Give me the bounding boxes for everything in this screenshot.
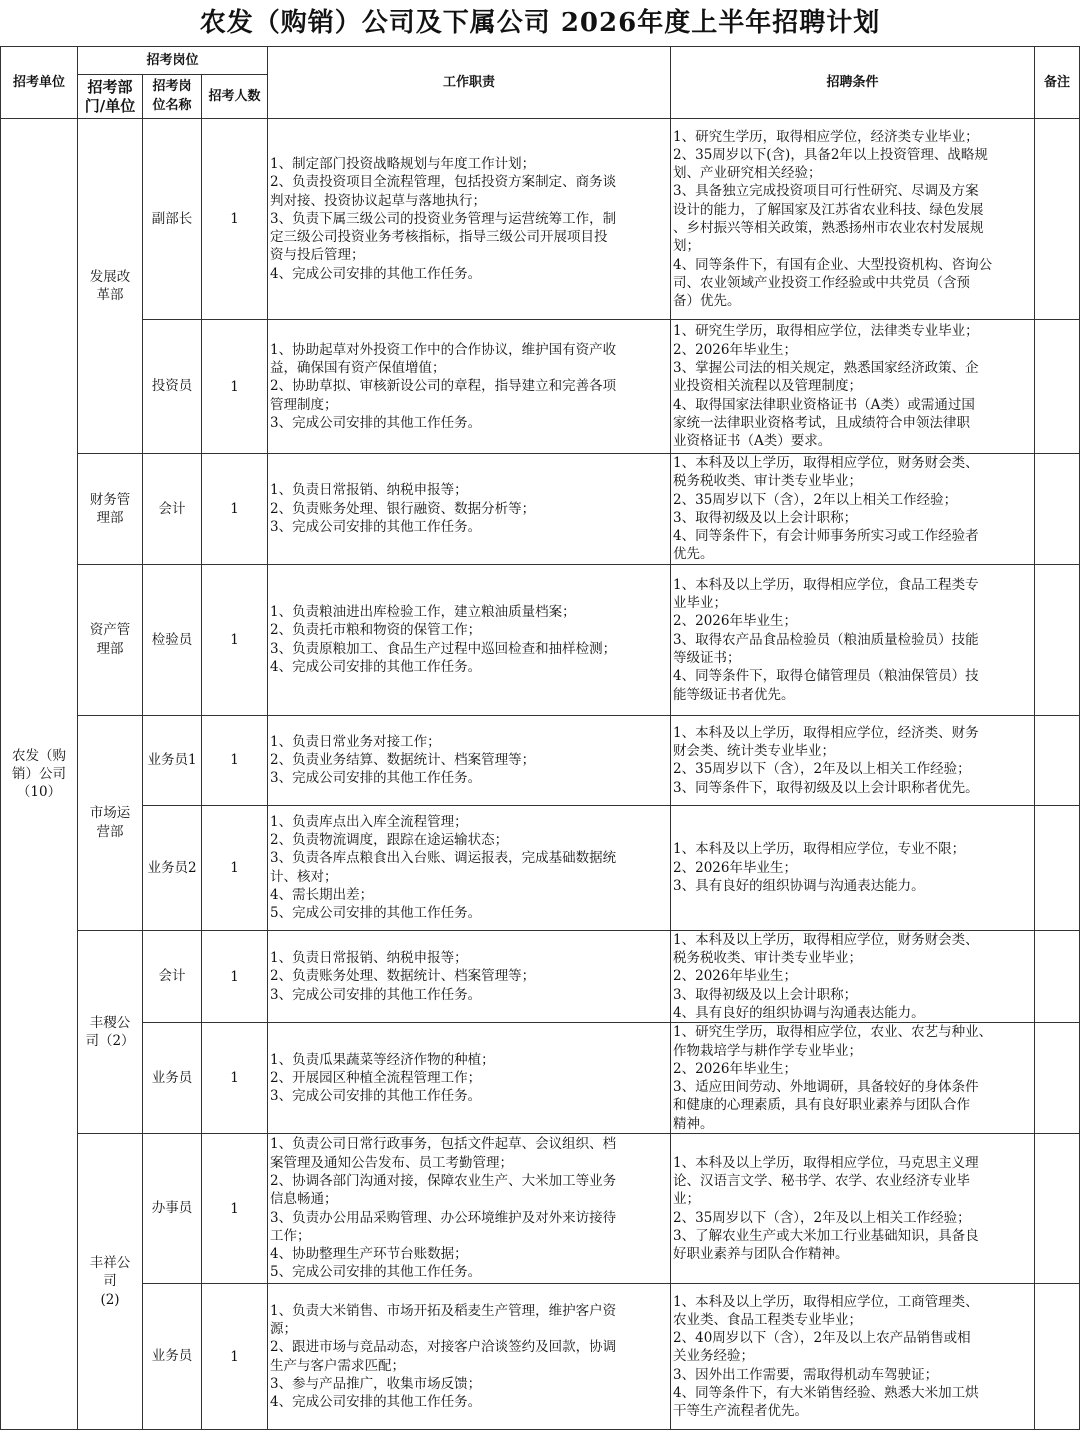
table-row bbox=[1, 320, 1080, 454]
position-name-cell: 业务员1 bbox=[143, 715, 202, 805]
requirements-cell: 1、本科及以上学历，取得相应学位，马克思主义理 论、汉语言文学、秘书学、农学、农业经济专业毕 业； 2、35周岁以下（含），2年及以上相关工作经验； 3、了解农业生产或大米加工行业基础知识，具备良 好职业素养与团队合作精神。 bbox=[671, 1134, 1035, 1284]
requirements-cell: 1、本科及以上学历，取得相应学位，经济类、财务 财会类、统计类专业毕业； 2、35周岁以下（含），2年及以上相关工作经验； 3、同等条件下，取得初级及以上会计职称者优先。 bbox=[671, 715, 1035, 805]
dept-cell: 发展改 革部 bbox=[78, 119, 143, 454]
position-name-cell: 检验员 bbox=[143, 564, 202, 715]
duties-cell: 1、负责瓜果蔬菜等经济作物的种植； 2、开展园区种植全流程管理工作； 3、完成公司安排的其他工作任务。 bbox=[268, 1023, 671, 1134]
header-duties: 工作职责 bbox=[268, 47, 671, 119]
remark-cell bbox=[1035, 119, 1080, 320]
count-cell: 1 bbox=[202, 320, 268, 454]
position-name-cell: 会计 bbox=[143, 454, 202, 565]
table-row bbox=[1, 805, 1080, 930]
header-position-group: 招考岗位 bbox=[78, 47, 268, 75]
position-name-cell: 业务员 bbox=[143, 1023, 202, 1134]
header-requirements: 招聘条件 bbox=[671, 47, 1035, 119]
count-cell: 1 bbox=[202, 1284, 268, 1430]
remark-cell bbox=[1035, 454, 1080, 565]
count-cell: 1 bbox=[202, 1023, 268, 1134]
table-row bbox=[1, 454, 1080, 565]
requirements-cell: 1、研究生学历，取得相应学位，法律类专业毕业； 2、2026年毕业生； 3、掌握公司法的相关规定，熟悉国家经济政策、企 业投资相关流程以及管理制度； 4、取得国家法律职业资格证书（A类）或需通过国 家统一法律职业资格考试，且成绩符合申领法律职 业资格证书（A类）要求。 bbox=[671, 320, 1035, 454]
duties-cell: 1、制定部门投资战略规划与年度工作计划； 2、负责投资项目全流程管理，包括投资方案制定、商务谈 判对接、投资协议起草与落地执行； 3、负责下属三级公司的投资业务管理与运营统筹工作，制 定三级公司投资业务考核指标，指导三级公司开展项目投 资与投后管理； 4、完成公司安排的其他工作任务。 bbox=[268, 119, 671, 320]
duties-cell: 1、负责公司日常行政事务，包括文件起草、会议组织、档 案管理及通知公告发布、员工考勤管理； 2、协调各部门沟通对接，保障农业生产、大米加工等业务 信息畅通； 3、负责办公用品采购管理、办公环境维护及对外来访接待 工作； 4、协助整理生产环节台账数据； 5、完成公司安排的其他工作任务。 bbox=[268, 1134, 671, 1284]
count-cell: 1 bbox=[202, 805, 268, 930]
requirements-cell: 1、本科及以上学历，取得相应学位，食品工程类专 业毕业； 2、2026年毕业生； 3、取得农产品食品检验员（粮油质量检验员）技能 等级证书； 4、同等条件下，取得仓储管理员（粮油保管员）技 能等级证书者优先。 bbox=[671, 564, 1035, 715]
dept-cell: 市场运 营部 bbox=[78, 715, 143, 930]
dept-cell: 财务管 理部 bbox=[78, 454, 143, 565]
unit-cell: 农发（购 销）公司 （10） bbox=[1, 119, 78, 1430]
duties-cell: 1、负责日常业务对接工作； 2、负责业务结算、数据统计、档案管理等； 3、完成公司安排的其他工作任务。 bbox=[268, 715, 671, 805]
position-name-cell: 业务员2 bbox=[143, 805, 202, 930]
table-row bbox=[1, 564, 1080, 715]
requirements-cell: 1、本科及以上学历，取得相应学位，财务财会类、 税务税收类、审计类专业毕业； 2、35周岁以下（含），2年以上相关工作经验； 3、取得初级及以上会计职称； 4、同等条件下，有会计师事务所实习或工作经验者 优先。 bbox=[671, 454, 1035, 565]
dept-cell: 丰稷公 司（2） bbox=[78, 930, 143, 1133]
header-dept: 招考部 门/单位 bbox=[78, 75, 143, 119]
table-row bbox=[1, 1134, 1080, 1284]
remark-cell bbox=[1035, 564, 1080, 715]
requirements-cell: 1、本科及以上学历，取得相应学位，专业不限； 2、2026年毕业生； 3、具有良好的组织协调与沟通表达能力。 bbox=[671, 805, 1035, 930]
position-name-cell: 会计 bbox=[143, 930, 202, 1022]
table-row bbox=[1, 1023, 1080, 1134]
table-row bbox=[1, 1284, 1080, 1430]
position-name-cell: 副部长 bbox=[143, 119, 202, 320]
remark-cell bbox=[1035, 1284, 1080, 1430]
remark-cell bbox=[1035, 930, 1080, 1022]
duties-cell: 1、负责大米销售、市场开拓及稻麦生产管理，维护客户资 源； 2、跟进市场与竞品动态，对接客户洽谈签约及回款，协调 生产与客户需求匹配； 3、参与产品推广，收集市场反馈； 4、完成公司安排的其他工作任务。 bbox=[268, 1284, 671, 1430]
duties-cell: 1、负责日常报销、纳税申报等； 2、负责账务处理、数据统计、档案管理等； 3、完成公司安排的其他工作任务。 bbox=[268, 930, 671, 1022]
header-count: 招考人数 bbox=[202, 75, 268, 119]
remark-cell bbox=[1035, 715, 1080, 805]
dept-cell: 资产管 理部 bbox=[78, 564, 143, 715]
remark-cell bbox=[1035, 1134, 1080, 1284]
table-row bbox=[1, 119, 1080, 320]
page-title: 农发（购销）公司及下属公司 2026年度上半年招聘计划 bbox=[199, 8, 881, 38]
position-name-cell: 业务员 bbox=[143, 1284, 202, 1430]
count-cell: 1 bbox=[202, 1134, 268, 1284]
requirements-cell: 1、本科及以上学历，取得相应学位，工商管理类、 农业类、食品工程类专业毕业； 2、40周岁以下（含），2年及以上农产品销售或相 关业务经验； 3、因外出工作需要，需取得机动车驾驶证； 4、同等条件下，有大米销售经验、熟悉大米加工烘 干等生产流程者优先。 bbox=[671, 1284, 1035, 1430]
remark-cell bbox=[1035, 1023, 1080, 1134]
duties-cell: 1、协助起草对外投资工作中的合作协议，维护国有资产收 益，确保国有资产保值增值； 2、协助草拟、审核新设公司的章程，指导建立和完善各项 管理制度； 3、完成公司安排的其他工作任务。 bbox=[268, 320, 671, 454]
remark-cell bbox=[1035, 805, 1080, 930]
count-cell: 1 bbox=[202, 930, 268, 1022]
table-row bbox=[1, 715, 1080, 805]
duties-cell: 1、负责粮油进出库检验工作，建立粮油质量档案； 2、负责托市粮和物资的保管工作； 3、负责原粮加工、食品生产过程中巡回检查和抽样检测； 4、完成公司安排的其他工作任务。 bbox=[268, 564, 671, 715]
count-cell: 1 bbox=[202, 454, 268, 565]
remark-cell bbox=[1035, 320, 1080, 454]
requirements-cell: 1、研究生学历，取得相应学位，农业、农艺与种业、 作物栽培学与耕作学专业毕业； 2、2026年毕业生； 3、适应田间劳动、外地调研，具备较好的身体条件 和健康的心理素质，具有良好职业素养与团队合作 精神。 bbox=[671, 1023, 1035, 1134]
requirements-cell: 1、本科及以上学历，取得相应学位，财务财会类、 税务税收类、审计类专业毕业； 2、2026年毕业生； 3、取得初级及以上会计职称； 4、具有良好的组织协调与沟通表达能力。 bbox=[671, 930, 1035, 1022]
recruitment-table bbox=[0, 46, 1080, 1430]
duties-cell: 1、负责日常报销、纳税申报等； 2、负责账务处理、银行融资、数据分析等； 3、完成公司安排的其他工作任务。 bbox=[268, 454, 671, 565]
count-cell: 1 bbox=[202, 564, 268, 715]
count-cell: 1 bbox=[202, 119, 268, 320]
header-position-name: 招考岗 位名称 bbox=[143, 75, 202, 119]
header-remark: 备注 bbox=[1035, 47, 1080, 119]
count-cell: 1 bbox=[202, 715, 268, 805]
dept-cell: 丰祥公 司 (2) bbox=[78, 1134, 143, 1430]
header-unit: 招考单位 bbox=[1, 47, 78, 119]
position-name-cell: 投资员 bbox=[143, 320, 202, 454]
position-name-cell: 办事员 bbox=[143, 1134, 202, 1284]
duties-cell: 1、负责库点出入库全流程管理； 2、负责物流调度，跟踪在途运输状态； 3、负责各库点粮食出入台账、调运报表，完成基础数据统 计、核对； 4、需长期出差； 5、完成公司安排的其他工作任务。 bbox=[268, 805, 671, 930]
table-row bbox=[1, 930, 1080, 1022]
requirements-cell: 1、研究生学历，取得相应学位，经济类专业毕业； 2、35周岁以下(含)，具备2年以上投资管理、战略规 划、产业研究相关经验； 3、具备独立完成投资项目可行性研究、尽调及方案 设计的能力，了解国家及江苏省农业科技、绿色发展 、乡村振兴等相关政策，熟悉扬州市农业农村发展规 划； 4、同等条件下，有国有企业、大型投资机构、咨询公 司、农业领域产业投资工作经验或中共党员（含预 备）优先。 bbox=[671, 119, 1035, 320]
